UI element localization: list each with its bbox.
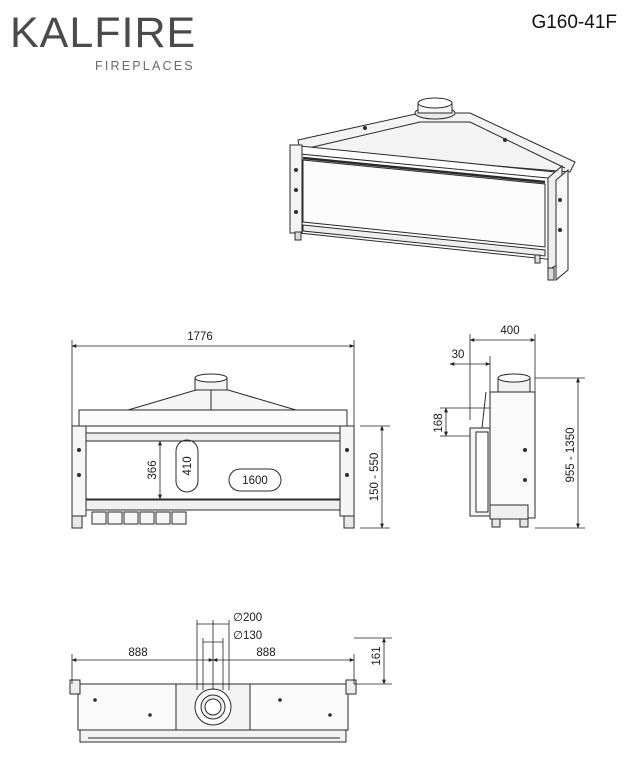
dim-depth: 400 — [500, 325, 520, 337]
dim-left-span: 888 — [128, 647, 148, 659]
dim-flue-outer-diameter: ∅200 — [233, 612, 263, 624]
model-number: G160-41F — [531, 12, 617, 33]
dim-flue-offset: 30 — [451, 349, 465, 361]
dim-total-height-range: 955 - 1350 — [565, 427, 577, 483]
brand-logo: KALFIRE — [10, 9, 197, 57]
dim-glass-height: 410 — [182, 456, 194, 476]
dim-flue-inner-diameter: ∅130 — [233, 630, 263, 642]
dim-side-height: 168 — [433, 413, 445, 433]
dim-opening-height: 366 — [147, 460, 159, 480]
brand-subtitle: FIREPLACES — [95, 59, 195, 73]
dim-glass-width: 1600 — [242, 475, 268, 487]
front-view — [72, 374, 354, 528]
dim-right-span: 888 — [256, 647, 276, 659]
dim-rear-offset: 161 — [371, 646, 383, 666]
top-view-dimensions — [72, 620, 392, 690]
perspective-view — [290, 98, 575, 280]
dim-base-height-range: 150 - 550 — [369, 452, 381, 502]
side-view — [470, 374, 535, 527]
dim-overall-width: 1776 — [187, 331, 213, 343]
